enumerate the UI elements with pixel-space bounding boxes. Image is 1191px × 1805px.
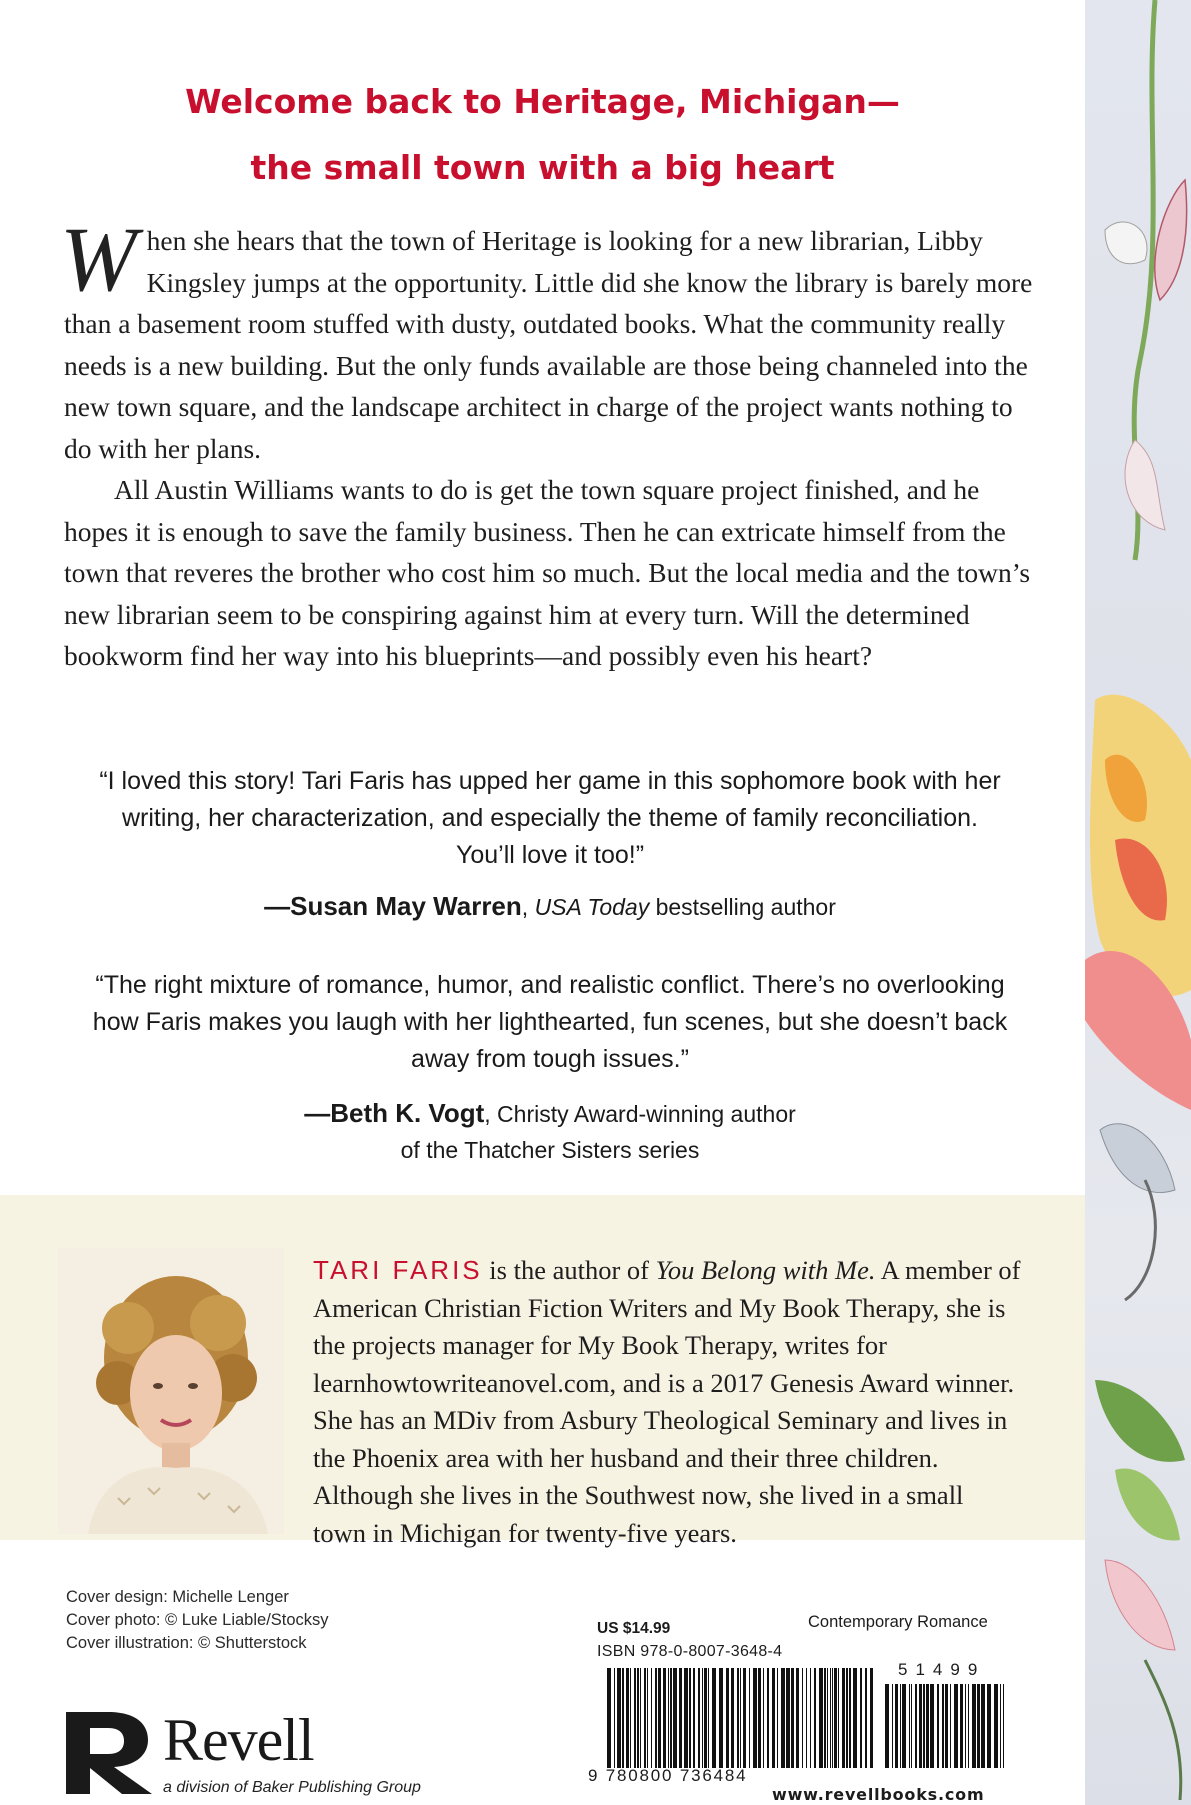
barcode-bar [740, 1668, 741, 1768]
endorsement-quote-1: “I loved this story! Tari Faris has upped her game in this sophomore book with her writing, her characterization, and especially the theme of family reconciliation. You’ll love it too!” [99, 767, 1001, 869]
endorser-credit-italic-1: USA Today [534, 894, 650, 920]
barcode-bar [684, 1668, 688, 1768]
author-bio-text-2: A member of American Christian Fiction Writers and My Book Therapy, she is the projects manager for My Book Therapy, writes for learnhowtowriteanovel.com, and is a 2017 Genesis Award winner. She has an MDiv from Asbury Theological Seminary and lives in the Phoenix area with her husband and their three children. Although she lives in the Southwest now, she lived in a small town in Michigan for twenty-five years. [313, 1255, 1021, 1548]
endorser-credit-1: bestselling author [655, 894, 836, 920]
genre: Contemporary Romance [808, 1613, 988, 1631]
description [60, 208, 1039, 677]
barcode-bar [763, 1668, 764, 1768]
isbn: ISBN 978-0-8007-3648-4 [597, 1643, 783, 1660]
barcode-bar [607, 1668, 611, 1768]
barcode-bar [860, 1668, 862, 1768]
barcode-bar [617, 1668, 621, 1768]
barcode-bar [622, 1668, 624, 1768]
barcode-bar [693, 1668, 695, 1768]
author-photo [58, 1248, 284, 1534]
barcode-bar [994, 1684, 998, 1768]
barcode-bar [1003, 1684, 1004, 1768]
barcode-bar [626, 1668, 629, 1768]
barcode-bar [892, 1684, 893, 1768]
barcode-bar [802, 1668, 803, 1768]
barcode-bar [786, 1668, 790, 1768]
barcode-bar [972, 1684, 976, 1768]
barcode-bar [637, 1668, 639, 1768]
barcode-bar [824, 1668, 826, 1768]
barcode-bar [981, 1684, 985, 1768]
barcode-bar [704, 1668, 707, 1768]
barcode-bar [911, 1684, 912, 1768]
barcode-bar [651, 1668, 652, 1768]
barcode-bar [838, 1668, 839, 1768]
barcode-bar [937, 1684, 939, 1768]
author-bio [313, 1252, 1023, 1552]
barcode-bar [647, 1668, 648, 1768]
barcode-bar [640, 1668, 641, 1768]
barcode-bar [895, 1684, 898, 1768]
barcode-bar [930, 1684, 934, 1768]
barcode-bar [737, 1668, 739, 1768]
barcode-bar [644, 1668, 646, 1768]
barcode-bar [634, 1668, 636, 1768]
description-paragraph-2: All Austin Williams wants to do is get the town square project finished, and he hopes it is enough to save the family business. Then he can extricate himself from the town that reveres the brother who cost him so much. But the local media and the town’s new librarian seem to be conspiring against him at every turn. Will the determined bookworm find her way into his blueprints—and possibly even his heart? [64, 474, 1031, 671]
endorser-name-1: —Susan May Warren [264, 891, 522, 921]
barcode-bar [926, 1684, 929, 1768]
barcode-bar [902, 1684, 906, 1768]
barcode-bar [849, 1668, 851, 1768]
publisher-name: Revell [163, 1707, 314, 1773]
barcode-bar [753, 1668, 757, 1768]
endorser-credit-2-line-2: of the Thatcher Sisters series [400, 1137, 700, 1163]
barcode-bar [832, 1668, 833, 1768]
barcode-bar [698, 1668, 700, 1768]
barcode-bar [827, 1668, 828, 1768]
barcode-bar [915, 1684, 917, 1768]
barcode-bar [942, 1684, 944, 1768]
barcode-bar [919, 1684, 922, 1768]
barcode-bar [781, 1668, 785, 1768]
barcode-bar [679, 1668, 682, 1768]
barcode-bar [806, 1668, 807, 1768]
endorser-name-2: —Beth K. Vogt [304, 1098, 485, 1128]
price-addon-digits: 51499 [898, 1660, 986, 1679]
barcode-bar [655, 1668, 657, 1768]
price: US $14.99 [597, 1620, 671, 1637]
barcode-bar [614, 1668, 615, 1768]
barcode-bar [658, 1668, 661, 1768]
barcode-bar [987, 1684, 991, 1768]
barcode-bar [777, 1668, 778, 1768]
barcode-bar [712, 1668, 716, 1768]
barcode-bar [885, 1684, 889, 1768]
barcode-bar [767, 1668, 769, 1768]
barcode-bar [870, 1668, 873, 1768]
barcode-bar [923, 1684, 925, 1768]
drop-cap: W [60, 208, 137, 310]
barcode-bar [819, 1668, 823, 1768]
cover-illustration-credit: Cover illustration: © Shutterstock [66, 1634, 307, 1652]
barcode-bar [834, 1668, 837, 1768]
barcode-bar [853, 1668, 857, 1768]
cover-credits [66, 1586, 329, 1655]
barcode-bar [950, 1684, 951, 1768]
barcode-bar [670, 1668, 672, 1768]
barcode-bar [960, 1684, 963, 1768]
barcode-bar [965, 1684, 966, 1768]
description-paragraph-1-text: hen she hears that the town of Heritage is looking for a new librarian, Libby Kingsley jumps at the opportunity. Little did she know the library is barely more than a basement room stuffed with dusty, outdated books. What the community really needs is a new building. But the only funds available are those being channeled into the new town square, and the landscape architect in charge of the project wants nothing to do with her plans. [64, 225, 1033, 464]
barcode-bar [945, 1684, 948, 1768]
barcode-bar [791, 1668, 794, 1768]
barcode-bar [814, 1668, 816, 1768]
endorser-credit-2: Christy Award-winning author [497, 1101, 796, 1127]
isbn-barcode [607, 1668, 877, 1768]
tagline-line-2: the small town with a big heart [250, 148, 835, 187]
barcode-bar [796, 1668, 799, 1768]
tagline-line-1: Welcome back to Heritage, Michigan— [185, 82, 900, 121]
cover-design-credit: Cover design: Michelle Lenger [66, 1588, 289, 1606]
barcode-bar [702, 1668, 703, 1768]
barcode-bar [954, 1684, 958, 1768]
endorsement-attribution-2: —Beth K. Vogt, Christy Award-winning author of the Thatcher Sisters series [304, 1098, 796, 1163]
price-addon-barcode [885, 1684, 1010, 1768]
author-name: TARI FARIS [313, 1255, 483, 1285]
author-bio-text-1: is the author of [489, 1255, 649, 1285]
barcode-bar [842, 1668, 845, 1768]
barcode-bar [719, 1668, 723, 1768]
barcode-bar [708, 1668, 709, 1768]
barcode-bar [846, 1668, 848, 1768]
barcode-bar [749, 1668, 750, 1768]
barcode-bar [668, 1668, 669, 1768]
barcode-bar [689, 1668, 691, 1768]
publisher-website: www.revellbooks.com [772, 1785, 985, 1804]
barcode-bar [673, 1668, 677, 1768]
cover-photo-credit: Cover photo: © Luke Liable/Stocksy [66, 1611, 329, 1629]
barcode-bar [968, 1684, 969, 1768]
barcode-bar [758, 1668, 761, 1768]
barcode-bar [731, 1668, 734, 1768]
barcode-bar [900, 1684, 901, 1768]
barcode-bar [810, 1668, 811, 1768]
endorsement-quote-2: “The right mixture of romance, humor, and realistic conflict. There’s no overlooking how Faris makes you laugh with her lighthearted, fun scenes, but she doesn’t back away from tough issues.” [92, 971, 1008, 1073]
description-paragraph-1 [60, 208, 1039, 469]
previous-book-title: You Belong with Me. [655, 1255, 876, 1285]
barcode-bar [726, 1668, 729, 1768]
barcode-bar [1000, 1684, 1001, 1768]
barcode-bar [772, 1668, 775, 1768]
barcode-bar [909, 1684, 910, 1768]
barcode-digits: 9 780800 736484 [588, 1766, 748, 1785]
endorsement-attribution-1: —Susan May Warren, USA Today bestselling author [264, 891, 836, 921]
barcode-bar [743, 1668, 746, 1768]
publisher-subtitle: a division of Baker Publishing Group [163, 1779, 421, 1796]
barcode-bar [977, 1684, 980, 1768]
barcode-bar [830, 1668, 831, 1768]
floral-illustration-strip [1085, 0, 1191, 1805]
barcode-bar [865, 1668, 867, 1768]
barcode-bar [630, 1668, 631, 1768]
barcode-bar [663, 1668, 666, 1768]
